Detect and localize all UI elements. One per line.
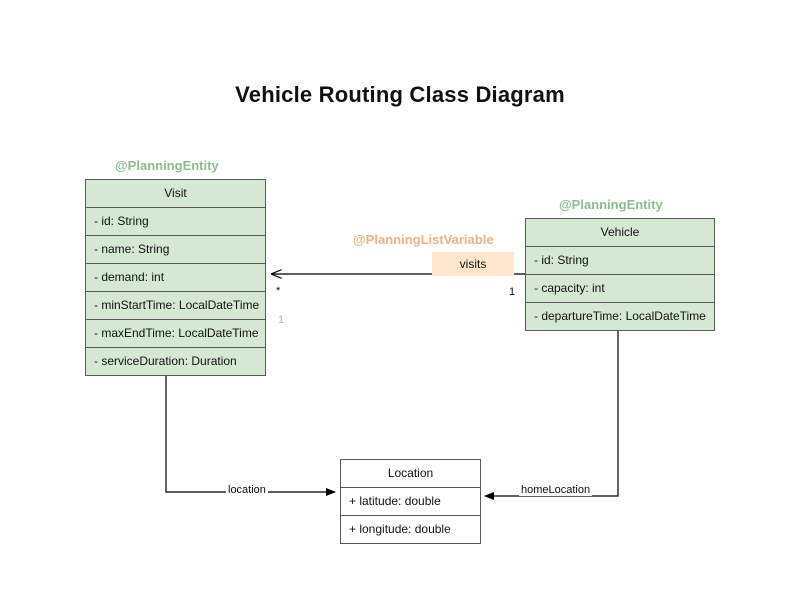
class-location[interactable]	[340, 459, 481, 544]
class-vehicle-attr-0: - id: String	[526, 247, 714, 275]
class-vehicle[interactable]	[525, 218, 715, 331]
multiplicity-visit: *	[276, 285, 281, 297]
class-vehicle-attr-1: - capacity: int	[526, 275, 714, 303]
class-visit-name: Visit	[86, 180, 265, 208]
class-visit-attr-0: - id: String	[86, 208, 265, 236]
stereotype-visit: @PlanningEntity	[115, 158, 219, 173]
association-label-location: location	[228, 484, 266, 496]
multiplicity-vehicle: 1	[509, 286, 516, 298]
class-vehicle-name: Vehicle	[526, 219, 714, 247]
class-location-name: Location	[341, 460, 480, 488]
class-location-attr-0: + latitude: double	[341, 488, 480, 516]
association-label-visits: visits	[432, 252, 514, 276]
class-location-attr-1: + longitude: double	[341, 516, 480, 543]
class-visit-attr-2: - demand: int	[86, 264, 265, 292]
class-visit[interactable]	[85, 179, 266, 376]
class-visit-attr-4: - maxEndTime: LocalDateTime	[86, 320, 265, 348]
page-title: Vehicle Routing Class Diagram	[235, 82, 565, 107]
stereotype-vehicle: @PlanningEntity	[559, 197, 663, 212]
association-label-home-location: homeLocation	[521, 484, 591, 496]
class-visit-attr-1: - name: String	[86, 236, 265, 264]
class-vehicle-attr-2: - departureTime: LocalDateTime	[534, 309, 706, 323]
class-visit-attr-3: - minStartTime: LocalDateTime	[86, 292, 265, 320]
stereotype-planning-list-variable: @PlanningListVariable	[353, 232, 494, 247]
class-visit-attr-5: - serviceDuration: Duration	[94, 354, 237, 368]
multiplicity-visit-location: 1	[278, 314, 285, 326]
